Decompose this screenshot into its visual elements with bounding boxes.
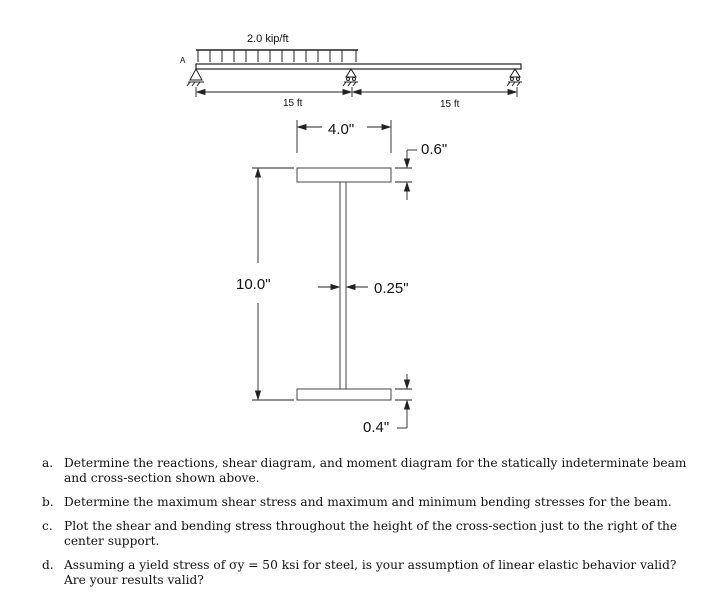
- question-b-text: Determine the maximum shear stress and maximum and minimum bending stresses for the beam.: [64, 495, 672, 509]
- web: [340, 182, 346, 389]
- span-dimension-lines: [196, 87, 517, 97]
- question-b: [38, 495, 688, 510]
- question-c-letter: c.: [42, 519, 53, 533]
- span-right-label: 15 ft: [440, 99, 460, 110]
- question-d-letter: d.: [42, 558, 54, 572]
- span-left-label: 15 ft: [283, 98, 303, 109]
- support-a-label: A: [180, 56, 186, 65]
- question-a: [38, 456, 688, 486]
- question-a-letter: a.: [42, 456, 54, 470]
- question-a-text: Determine the reactions, shear diagram, and moment diagram for the statically indeterminate beam and cross-section shown above.: [64, 456, 687, 485]
- question-list: [38, 456, 688, 597]
- question-d: [38, 558, 688, 588]
- support-a-icon: [187, 69, 204, 86]
- question-c-text: Plot the shear and bending stress throughout the height of the cross-section just to the right of the center support.: [64, 519, 678, 548]
- center-roller-support-icon: [343, 69, 358, 86]
- bottom-flange-thickness-label: 0.4": [363, 419, 390, 436]
- top-flange: [297, 168, 391, 182]
- cross-section-dimensions: [252, 120, 417, 428]
- beam-diagram: [180, 33, 522, 110]
- distributed-load-arrows: [198, 50, 356, 62]
- question-c: [38, 519, 688, 549]
- distributed-load-label: 2.0 kip/ft: [247, 33, 289, 45]
- bottom-flange: [297, 389, 391, 400]
- question-b-letter: b.: [42, 495, 54, 509]
- flange-thickness-label: 0.6": [421, 141, 448, 158]
- flange-width-label: 4.0": [328, 121, 355, 138]
- web-thickness-label: 0.25": [374, 280, 409, 297]
- right-roller-support-icon: [507, 69, 522, 86]
- beam: [196, 64, 521, 69]
- depth-label: 10.0": [236, 276, 271, 293]
- question-d-text: Assuming a yield stress of σy = 50 ksi for steel, is your assumption of linear elastic behavior valid? Are your results valid?: [64, 558, 677, 587]
